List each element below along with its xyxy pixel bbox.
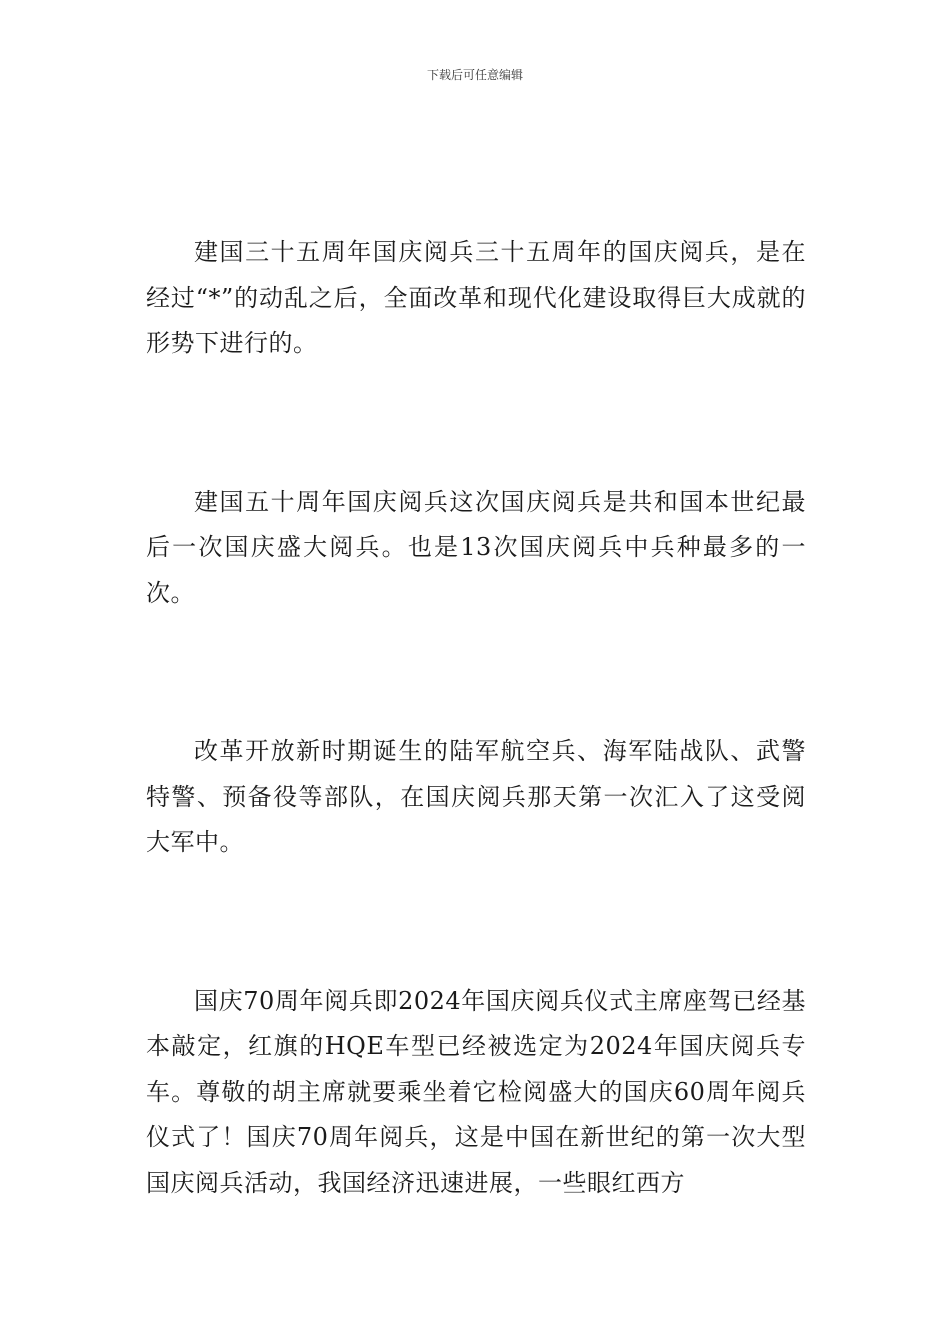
paragraph-3: 改革开放新时期诞生的陆军航空兵、海军陆战队、武警特警、预备役等部队，在国庆阅兵那天第一次汇入了这受阅大军中。 <box>146 737 806 856</box>
paragraph-4: 国庆70周年阅兵即2024年国庆阅兵仪式主席座驾已经基本敲定，红旗的HQE车型已经被选定为2024年国庆阅兵专车。尊敬的胡主席就要乘坐着它检阅盛大的国庆60周年阅兵仪式了！国庆70周年阅兵，这是中国在新世纪的第一次大型国庆阅兵活动，我国经济迅速进展，一些眼红西方 <box>146 986 806 1197</box>
paragraph-2: 建国五十周年国庆阅兵这次国庆阅兵是共和国本世纪最后一次国庆盛大阅兵。也是13次国庆阅兵中兵种最多的一次。 <box>146 487 806 607</box>
document-body <box>146 230 806 1206</box>
page-header: 下载后可任意编辑 <box>426 68 523 82</box>
paragraph-1: 建国三十五周年国庆阅兵三十五周年的国庆阅兵，是在经过“*”的动乱之后，全面改革和现代化建设取得巨大成就的形势下进行的。 <box>146 238 806 357</box>
